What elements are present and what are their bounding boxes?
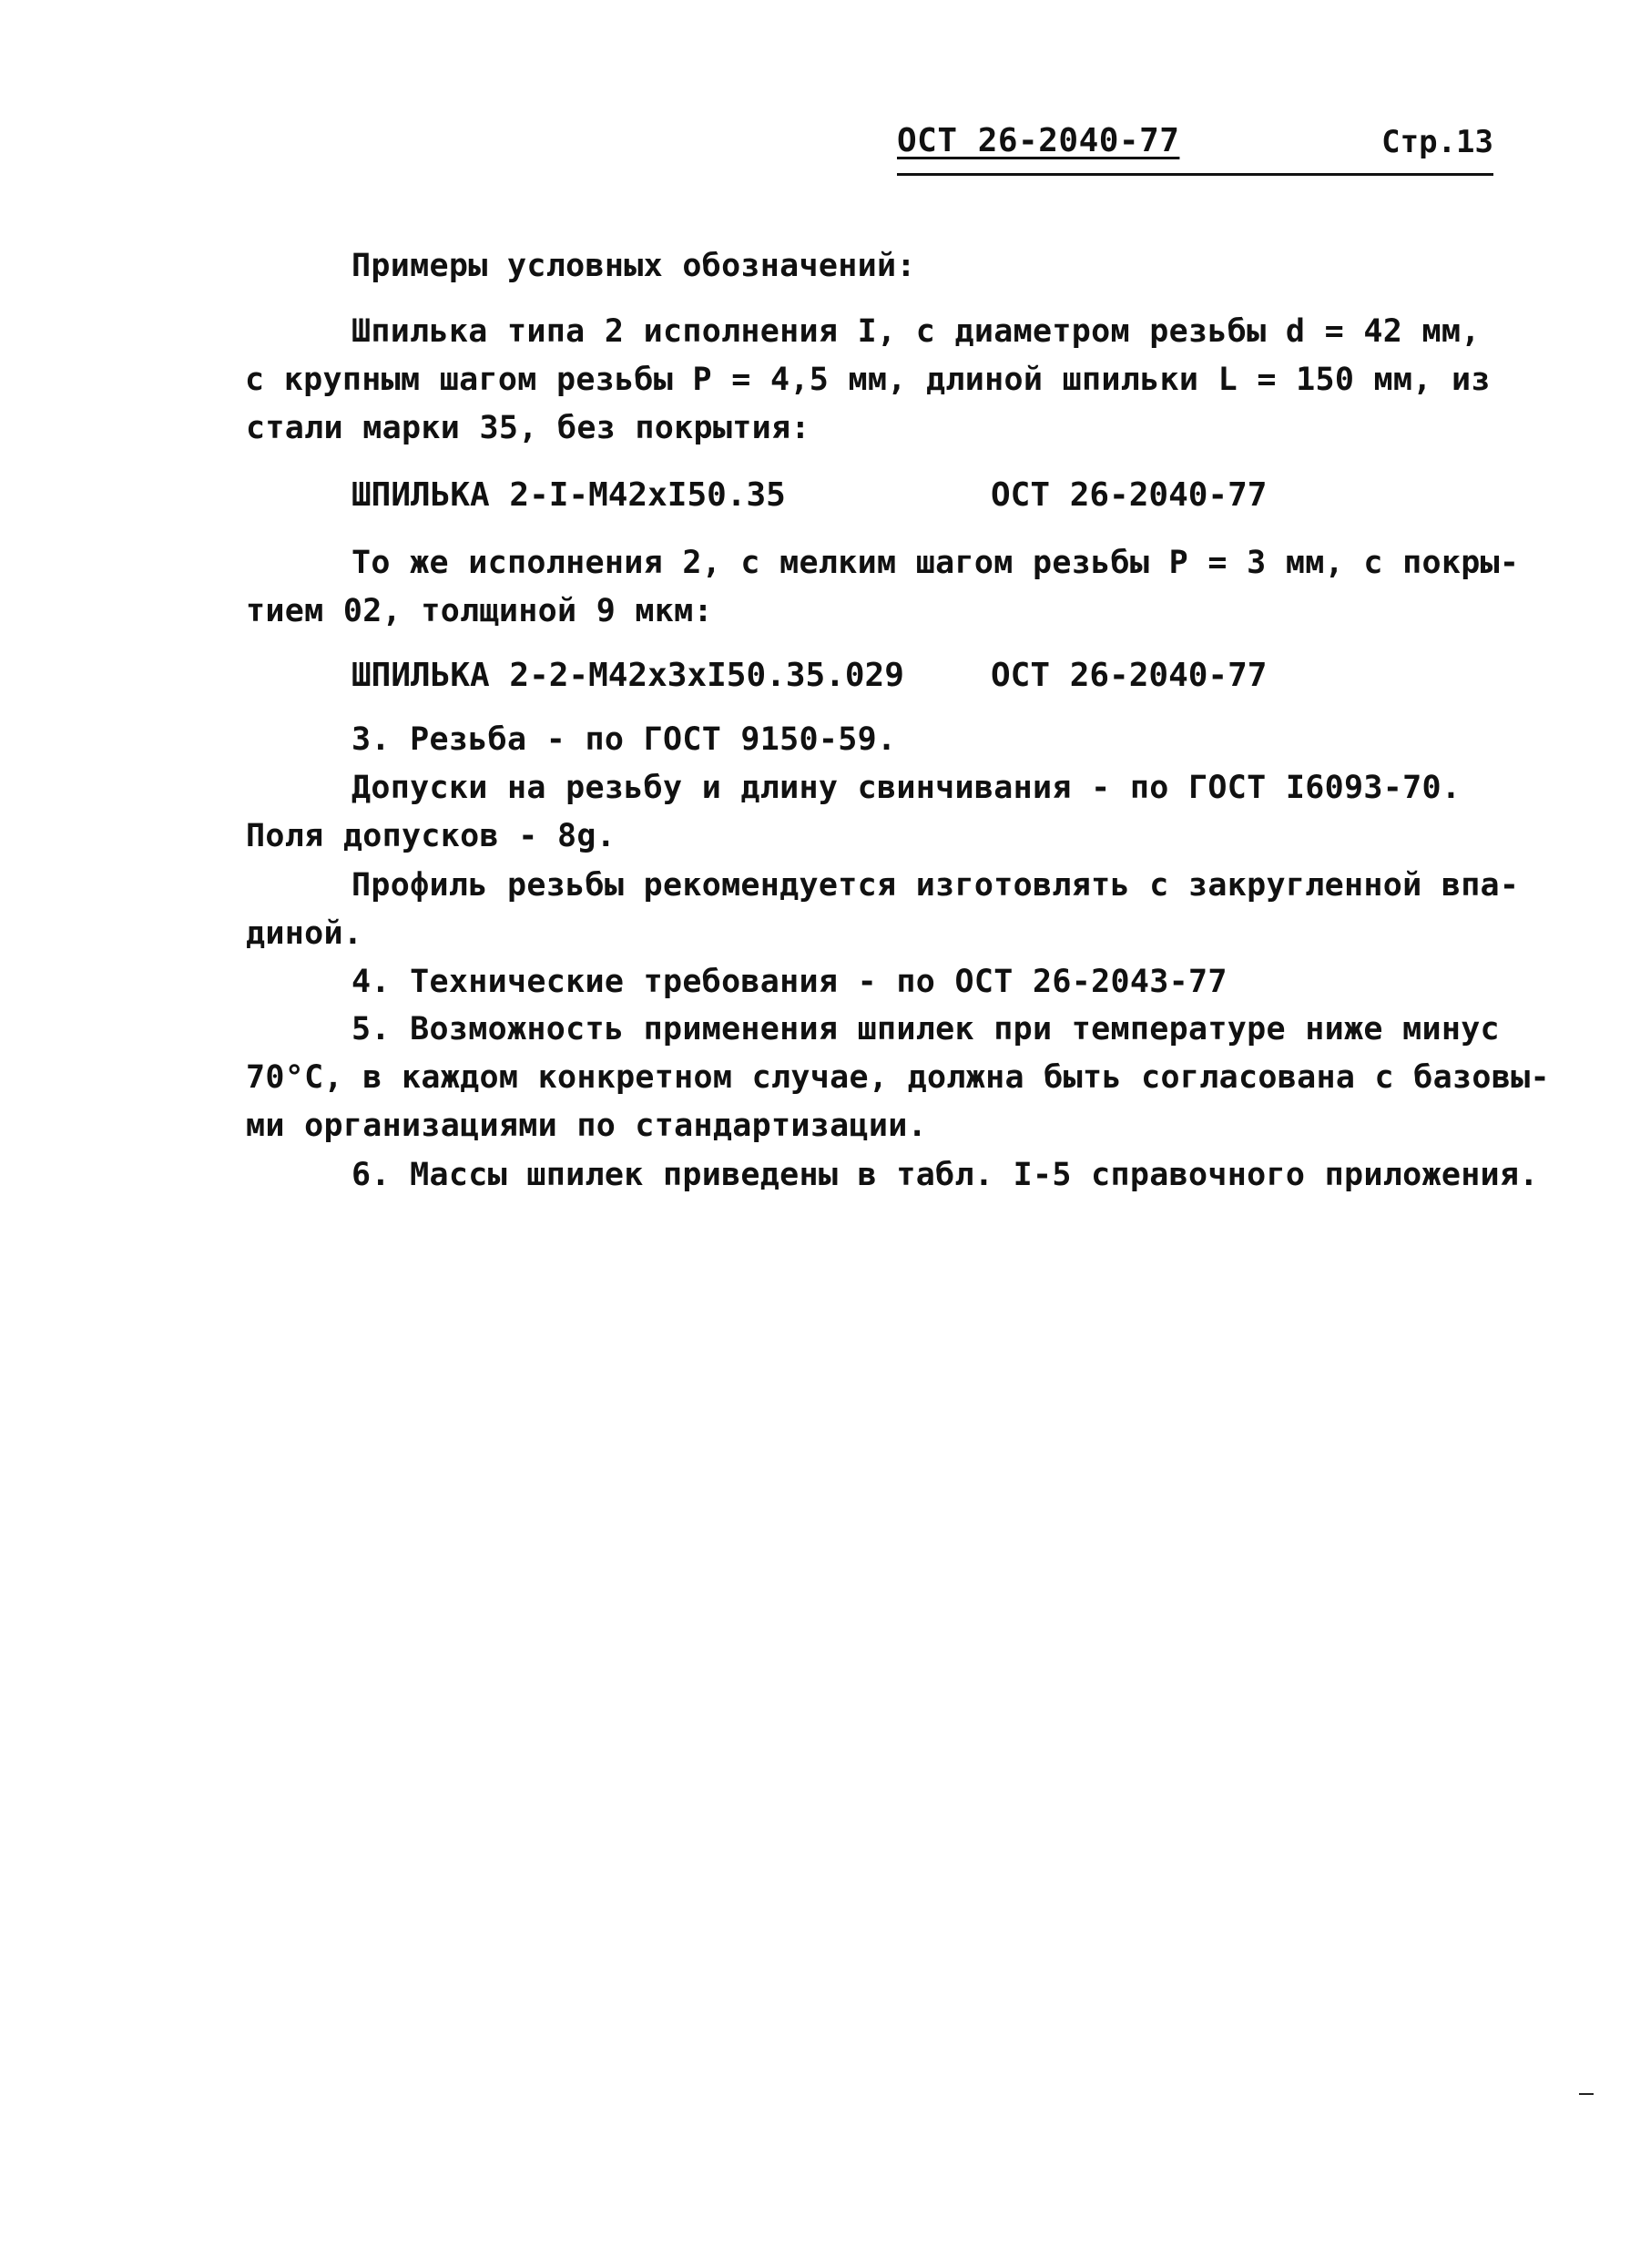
item3-profile-line1: Профиль резьбы рекомендуется изготовлять с закругленной впа-	[351, 867, 1520, 904]
item5-line1: 5. Возможность применения шпилек при температуре ниже минус	[351, 1011, 1500, 1047]
item6-mass: 6. Массы шпилек приведены в табл. I-5 справочного приложения.	[351, 1157, 1539, 1193]
examples-heading: Примеры условных обозначений:	[351, 248, 916, 284]
designation-standard-1: ОСТ 26-2040-77	[991, 476, 1268, 514]
page-number: Стр.13	[1381, 124, 1493, 160]
item4-requirements: 4. Технические требования - по ОСТ 26-2043-77	[351, 964, 1228, 1000]
designation-code-1: ШПИЛЬКА 2-I-M42xI50.35	[351, 476, 786, 514]
item3-thread: 3. Резьба - по ГОСТ 9150-59.	[351, 721, 897, 758]
item3-profile-line2: диной.	[246, 915, 363, 952]
item5-line3: ми организациями по стандартизации.	[246, 1108, 928, 1144]
item3-tolerance-fields: Поля допусков - 8g.	[246, 818, 616, 854]
margin-mark	[1579, 2093, 1594, 2095]
example2-line1: То же исполнения 2, с мелким шагом резьбы P = 3 мм, с покры-	[351, 545, 1520, 581]
example1-line2: с крупным шагом резьбы P = 4,5 мм, длиной шпильки L = 150 мм, из	[245, 362, 1491, 398]
page-header	[897, 118, 1493, 176]
example1-line1: Шпилька типа 2 исполнения I, с диаметром резьбы d = 42 мм,	[351, 313, 1481, 350]
designation-standard-2: ОСТ 26-2040-77	[991, 657, 1268, 694]
example2-line2: тием 02, толщиной 9 мкм:	[246, 593, 713, 629]
designation-code-2: ШПИЛЬКА 2-2-M42x3xI50.35.029	[351, 657, 904, 694]
item5-line2: 70°С, в каждом конкретном случае, должна быть согласована с базовы-	[246, 1059, 1550, 1096]
example1-line3: стали марки 35, без покрытия:	[246, 410, 810, 446]
document-number: ОСТ 26-2040-77	[897, 122, 1180, 159]
item3-tolerances: Допуски на резьбу и длину свинчивания - по ГОСТ I6093-70.	[351, 770, 1462, 806]
